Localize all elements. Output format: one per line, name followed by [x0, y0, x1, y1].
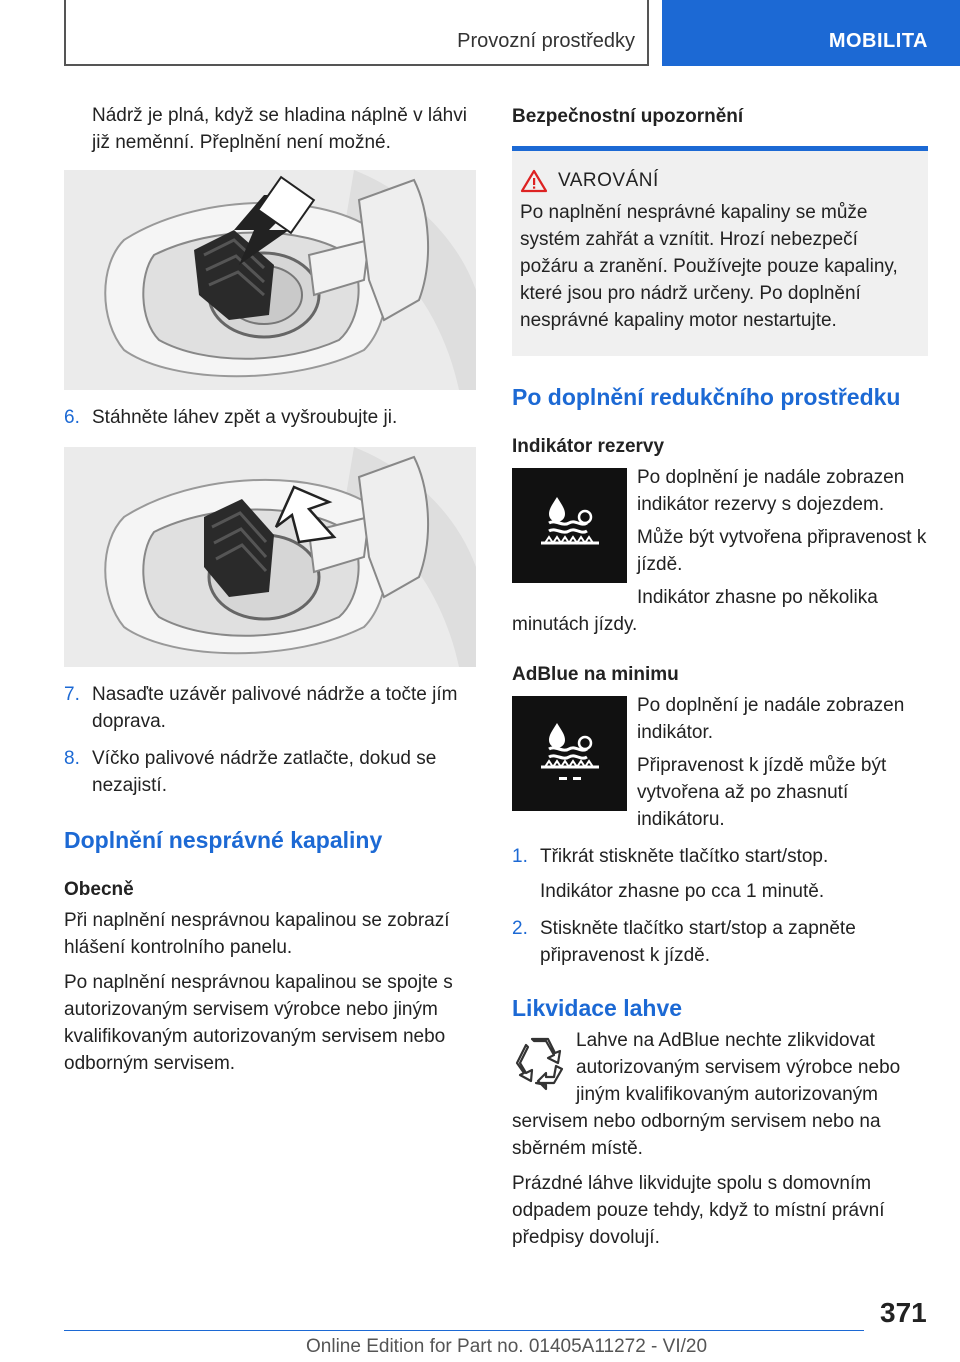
adblue-reserve-icon: [535, 491, 605, 561]
safety-title: Bezpečnostní upozornění: [512, 106, 744, 127]
adblue-minimum-icon: [535, 719, 605, 789]
recycling-icon: [512, 1033, 568, 1093]
disposal-block: [512, 1027, 928, 1251]
reserve-block: [512, 464, 928, 638]
step-2: [512, 915, 928, 969]
para-wrong-fluid-1: Při naplnění nesprávnou kapalinou se zobrazí hlášení kontrolního panelu.: [64, 910, 450, 958]
step-6: [64, 404, 476, 431]
step-1-result: Indikátor zhasne po cca 1 minutě.: [540, 881, 825, 902]
minimum-para-2: Připravenost k jízdě může být vytvořena až po zhasnutí indikátoru.: [637, 755, 887, 830]
warning-heading: [560, 169, 918, 193]
section-title-after-refill: Po doplnění redukčního prostředku: [512, 384, 901, 410]
section-label: Provozní prostředky: [457, 30, 635, 52]
step-text: Stáhněte láhev zpět a vyšroubujte ji.: [92, 407, 398, 428]
section-tab: [64, 0, 649, 66]
step-text: Stiskněte tlačítko start/stop a zapněte připravenost k jízdě.: [540, 918, 856, 966]
left-column: [64, 100, 476, 1077]
minimum-title: AdBlue na minimu: [512, 664, 679, 685]
step-1: [512, 843, 928, 870]
warning-label: VAROVÁNÍ: [558, 170, 659, 191]
intro-text: Nádrž je plná, když se hladina náplně v láhvi již neměnní. Přeplnění není možné.: [92, 105, 467, 153]
step-number: 8.: [64, 748, 80, 769]
right-column: [512, 100, 928, 1251]
minimum-indicator-display: [512, 696, 627, 811]
step-7: [64, 681, 476, 735]
step-text: Třikrát stiskněte tlačítko start/stop.: [540, 846, 829, 867]
warning-box: [512, 146, 928, 356]
step-8: [64, 745, 476, 799]
subtitle-general: Obecně: [64, 879, 134, 900]
photo-bottle-insert: [64, 170, 476, 390]
disposal-para-2: Prázdné láhve likvidujte spolu s domovním odpadem pouze tehdy, když to místní právní předpisy dovolují.: [512, 1173, 885, 1248]
page-header: [0, 0, 960, 66]
fuel-filler-illustration: [64, 447, 476, 667]
section-title-disposal: Likvidace lahve: [512, 995, 683, 1021]
minimum-para-1: Po doplnění je nadále zobrazen indikátor.: [637, 695, 905, 743]
disposal-para-1: Lahve na AdBlue nechte zlikvidovat autorizovaným servisem výrobce nebo jiným kvalifikovaným autorizovaným servisem nebo odborným servisem nebo na sběrném místě.: [512, 1030, 901, 1159]
minimum-block: [512, 692, 928, 833]
reserve-para-3: Indikátor zhasne po několika minutách jízdy.: [512, 587, 878, 635]
step-text: Nasaďte uzávěr palivové nádrže a točte jím doprava.: [92, 684, 458, 732]
step-number: 2.: [512, 918, 528, 939]
reserve-para-2: Může být vytvořena připravenost k jízdě.: [637, 527, 927, 575]
step-number: 1.: [512, 846, 528, 867]
warning-text: Po naplnění nesprávné kapaliny se může systém zahřát a vznítit. Hrozí nebezpečí požáru a zranění. Používejte pouze kapaliny, které jsou pro nádrž určeny. Po doplnění nesprávné kapaliny motor nestartujte.: [520, 202, 898, 331]
warning-triangle-icon: [520, 169, 548, 193]
section-title-wrong-fluid: Doplnění nesprávné kapaliny: [64, 827, 383, 853]
chapter-tab: [662, 0, 960, 66]
page-number: 371: [880, 1297, 927, 1328]
fuel-filler-illustration: [64, 170, 476, 390]
step-text: Víčko palivové nádrže zatlačte, dokud se nezajistí.: [92, 748, 437, 796]
reserve-title: Indikátor rezervy: [512, 436, 665, 457]
reserve-para-1: Po doplnění je nadále zobrazen indikátor rezervy s dojezdem.: [637, 467, 905, 515]
photo-bottle-remove: [64, 447, 476, 667]
chapter-label: MOBILITA: [828, 30, 928, 52]
footer-divider: [64, 1330, 864, 1331]
reserve-indicator-display: [512, 468, 627, 583]
para-wrong-fluid-2: Po naplnění nesprávnou kapalinou se spojte s autorizovaným servisem výrobce nebo jiným kvalifikovaným autorizovaným servisem nebo odborným servisem.: [64, 972, 453, 1074]
step-number: 7.: [64, 684, 80, 705]
footer-edition: Online Edition for Part no. 01405A11272 - VI/20: [306, 1336, 708, 1357]
step-number: 6.: [64, 407, 80, 428]
